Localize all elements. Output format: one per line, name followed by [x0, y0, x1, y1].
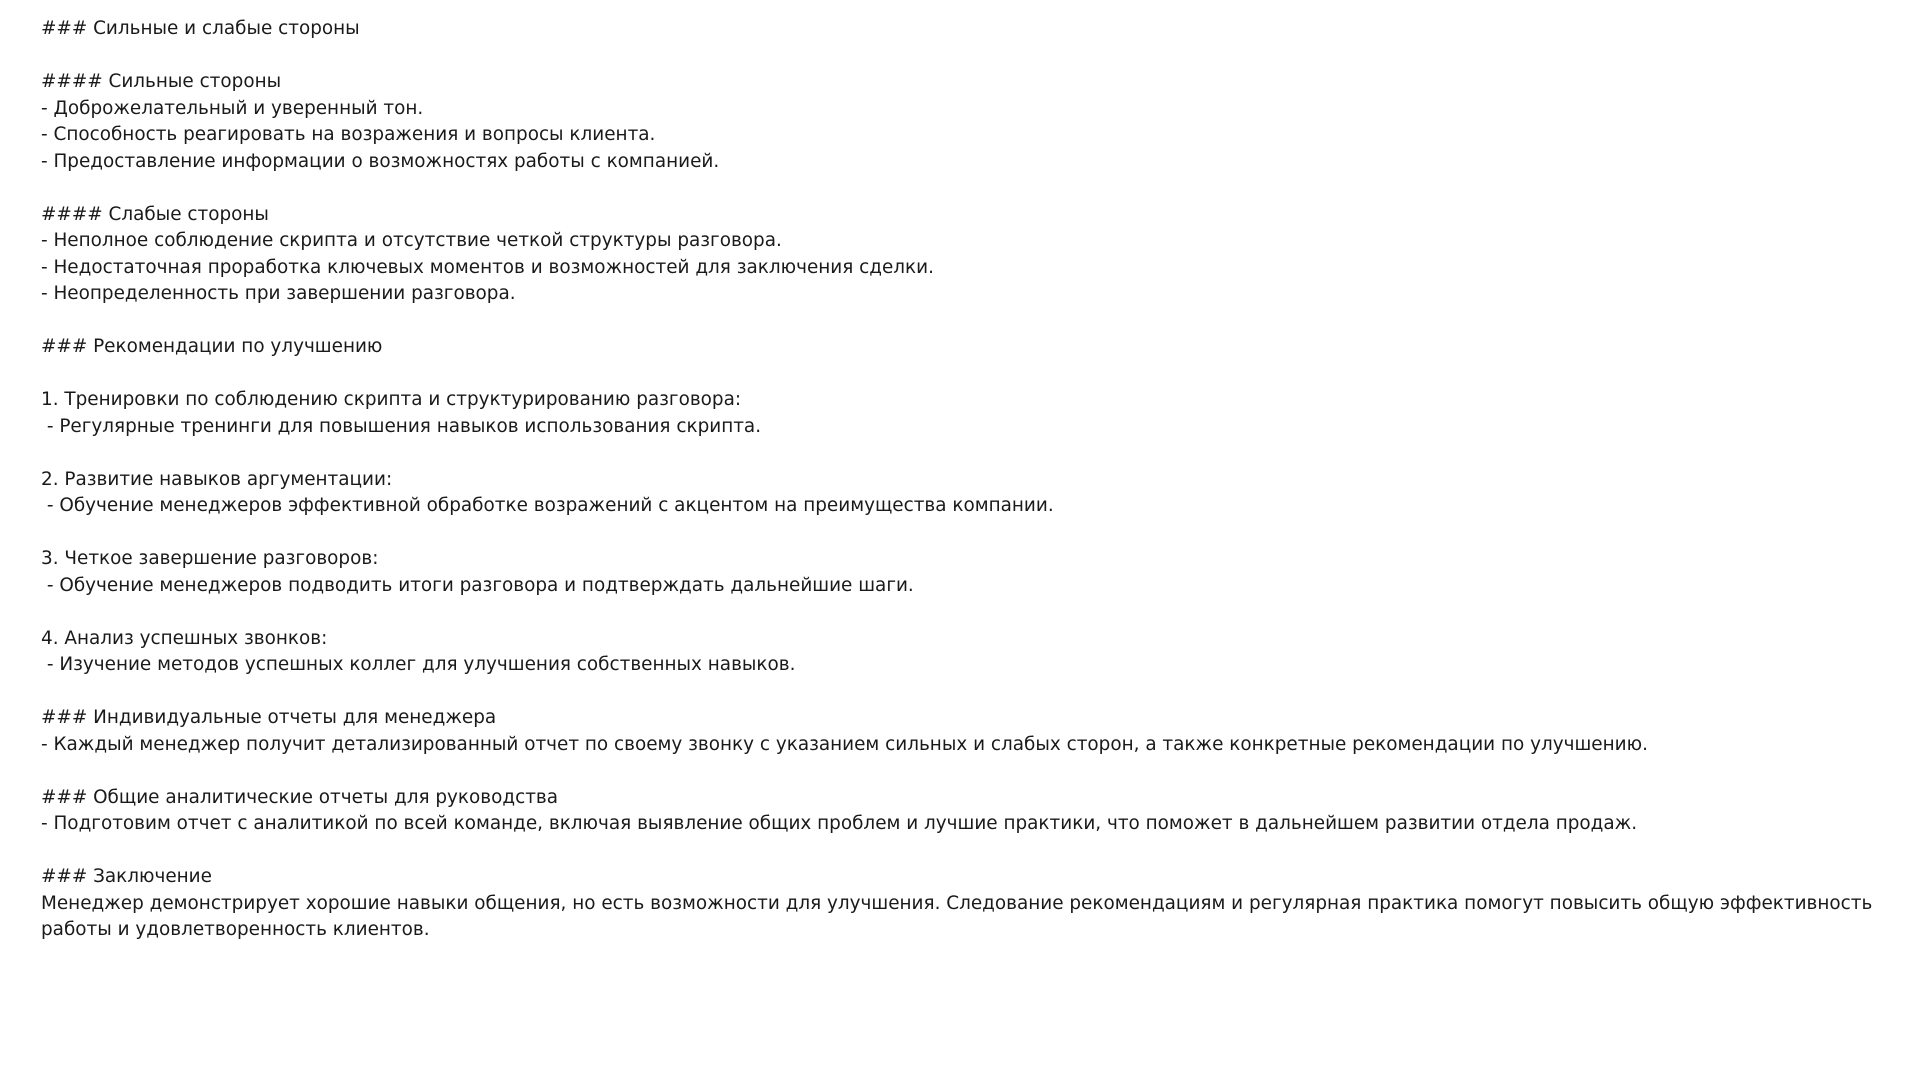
list-item-strength: - Способность реагировать на возражения и вопросы клиента.	[41, 124, 656, 145]
section-heading-management-reports: ### Общие аналитические отчеты для руководства	[41, 786, 559, 808]
list-item-weakness: - Недостаточная проработка ключевых моментов и возможностей для заключения сделки.	[41, 256, 934, 278]
recommendation-title: 4. Анализ успешных звонков:	[41, 627, 328, 649]
blank-line	[41, 838, 1886, 865]
section-heading-conclusion: ### Заключение	[41, 866, 212, 887]
recommendation-detail: - Изучение методов успешных коллег для улучшения собственных навыков.	[41, 654, 796, 675]
list-item-strength: - Предоставление информации о возможностях работы с компанией.	[41, 150, 720, 172]
blank-line	[41, 758, 1886, 785]
blank-line	[41, 43, 1886, 70]
recommendation-detail: - Обучение менеджеров эффективной обработке возражений с акцентом на преимущества компании.	[41, 495, 1054, 516]
recommendation-title: 3. Четкое завершение разговоров:	[41, 548, 379, 569]
recommendation-detail: - Обучение менеджеров подводить итоги разговора и подтверждать дальнейшие шаги.	[41, 574, 914, 596]
section-heading-recommendations: ### Рекомендации по улучшению	[41, 336, 383, 357]
recommendation-title: 2. Развитие навыков аргументации:	[41, 468, 393, 490]
list-item-weakness: - Неполное соблюдение скрипта и отсутствие четкой структуры разговора.	[41, 230, 782, 251]
subheading-weaknesses: #### Слабые стороны	[41, 203, 269, 225]
recommendation-title: 1. Тренировки по соблюдению скрипта и структурированию разговора:	[41, 389, 742, 410]
list-item-weakness: - Неопределенность при завершении разговора.	[41, 283, 516, 304]
section-heading-individual-reports: ### Индивидуальные отчеты для менеджера	[41, 707, 497, 728]
individual-reports-text: - Каждый менеджер получит детализированный отчет по своему звонку с указанием сильных и слабых сторон, а также конкретные рекомендации по улучшению.	[41, 733, 1648, 755]
blank-line	[41, 308, 1886, 335]
conclusion-text: Менеджер демонстрирует хорошие навыки общения, но есть возможности для улучшения. Следование рекомендациям и регулярная практика помогут повысить общую эффективность работы и удовлетворенность клиентов.	[41, 892, 1879, 940]
document-body	[41, 16, 1886, 944]
recommendation-detail: - Регулярные тренинги для повышения навыков использования скрипта.	[41, 415, 762, 437]
section-heading-strengths-weaknesses: ### Сильные и слабые стороны	[41, 18, 360, 39]
blank-line	[41, 440, 1886, 467]
blank-line	[41, 520, 1886, 547]
blank-line	[41, 175, 1886, 202]
blank-line	[41, 599, 1886, 626]
management-reports-text: - Подготовим отчет с аналитикой по всей команде, включая выявление общих проблем и лучшие практики, что поможет в дальнейшем развитии отдела продаж.	[41, 813, 1638, 834]
subheading-strengths: #### Сильные стороны	[41, 71, 282, 92]
blank-line	[41, 679, 1886, 706]
blank-line	[41, 361, 1886, 388]
list-item-strength: - Доброжелательный и уверенный тон.	[41, 97, 424, 119]
